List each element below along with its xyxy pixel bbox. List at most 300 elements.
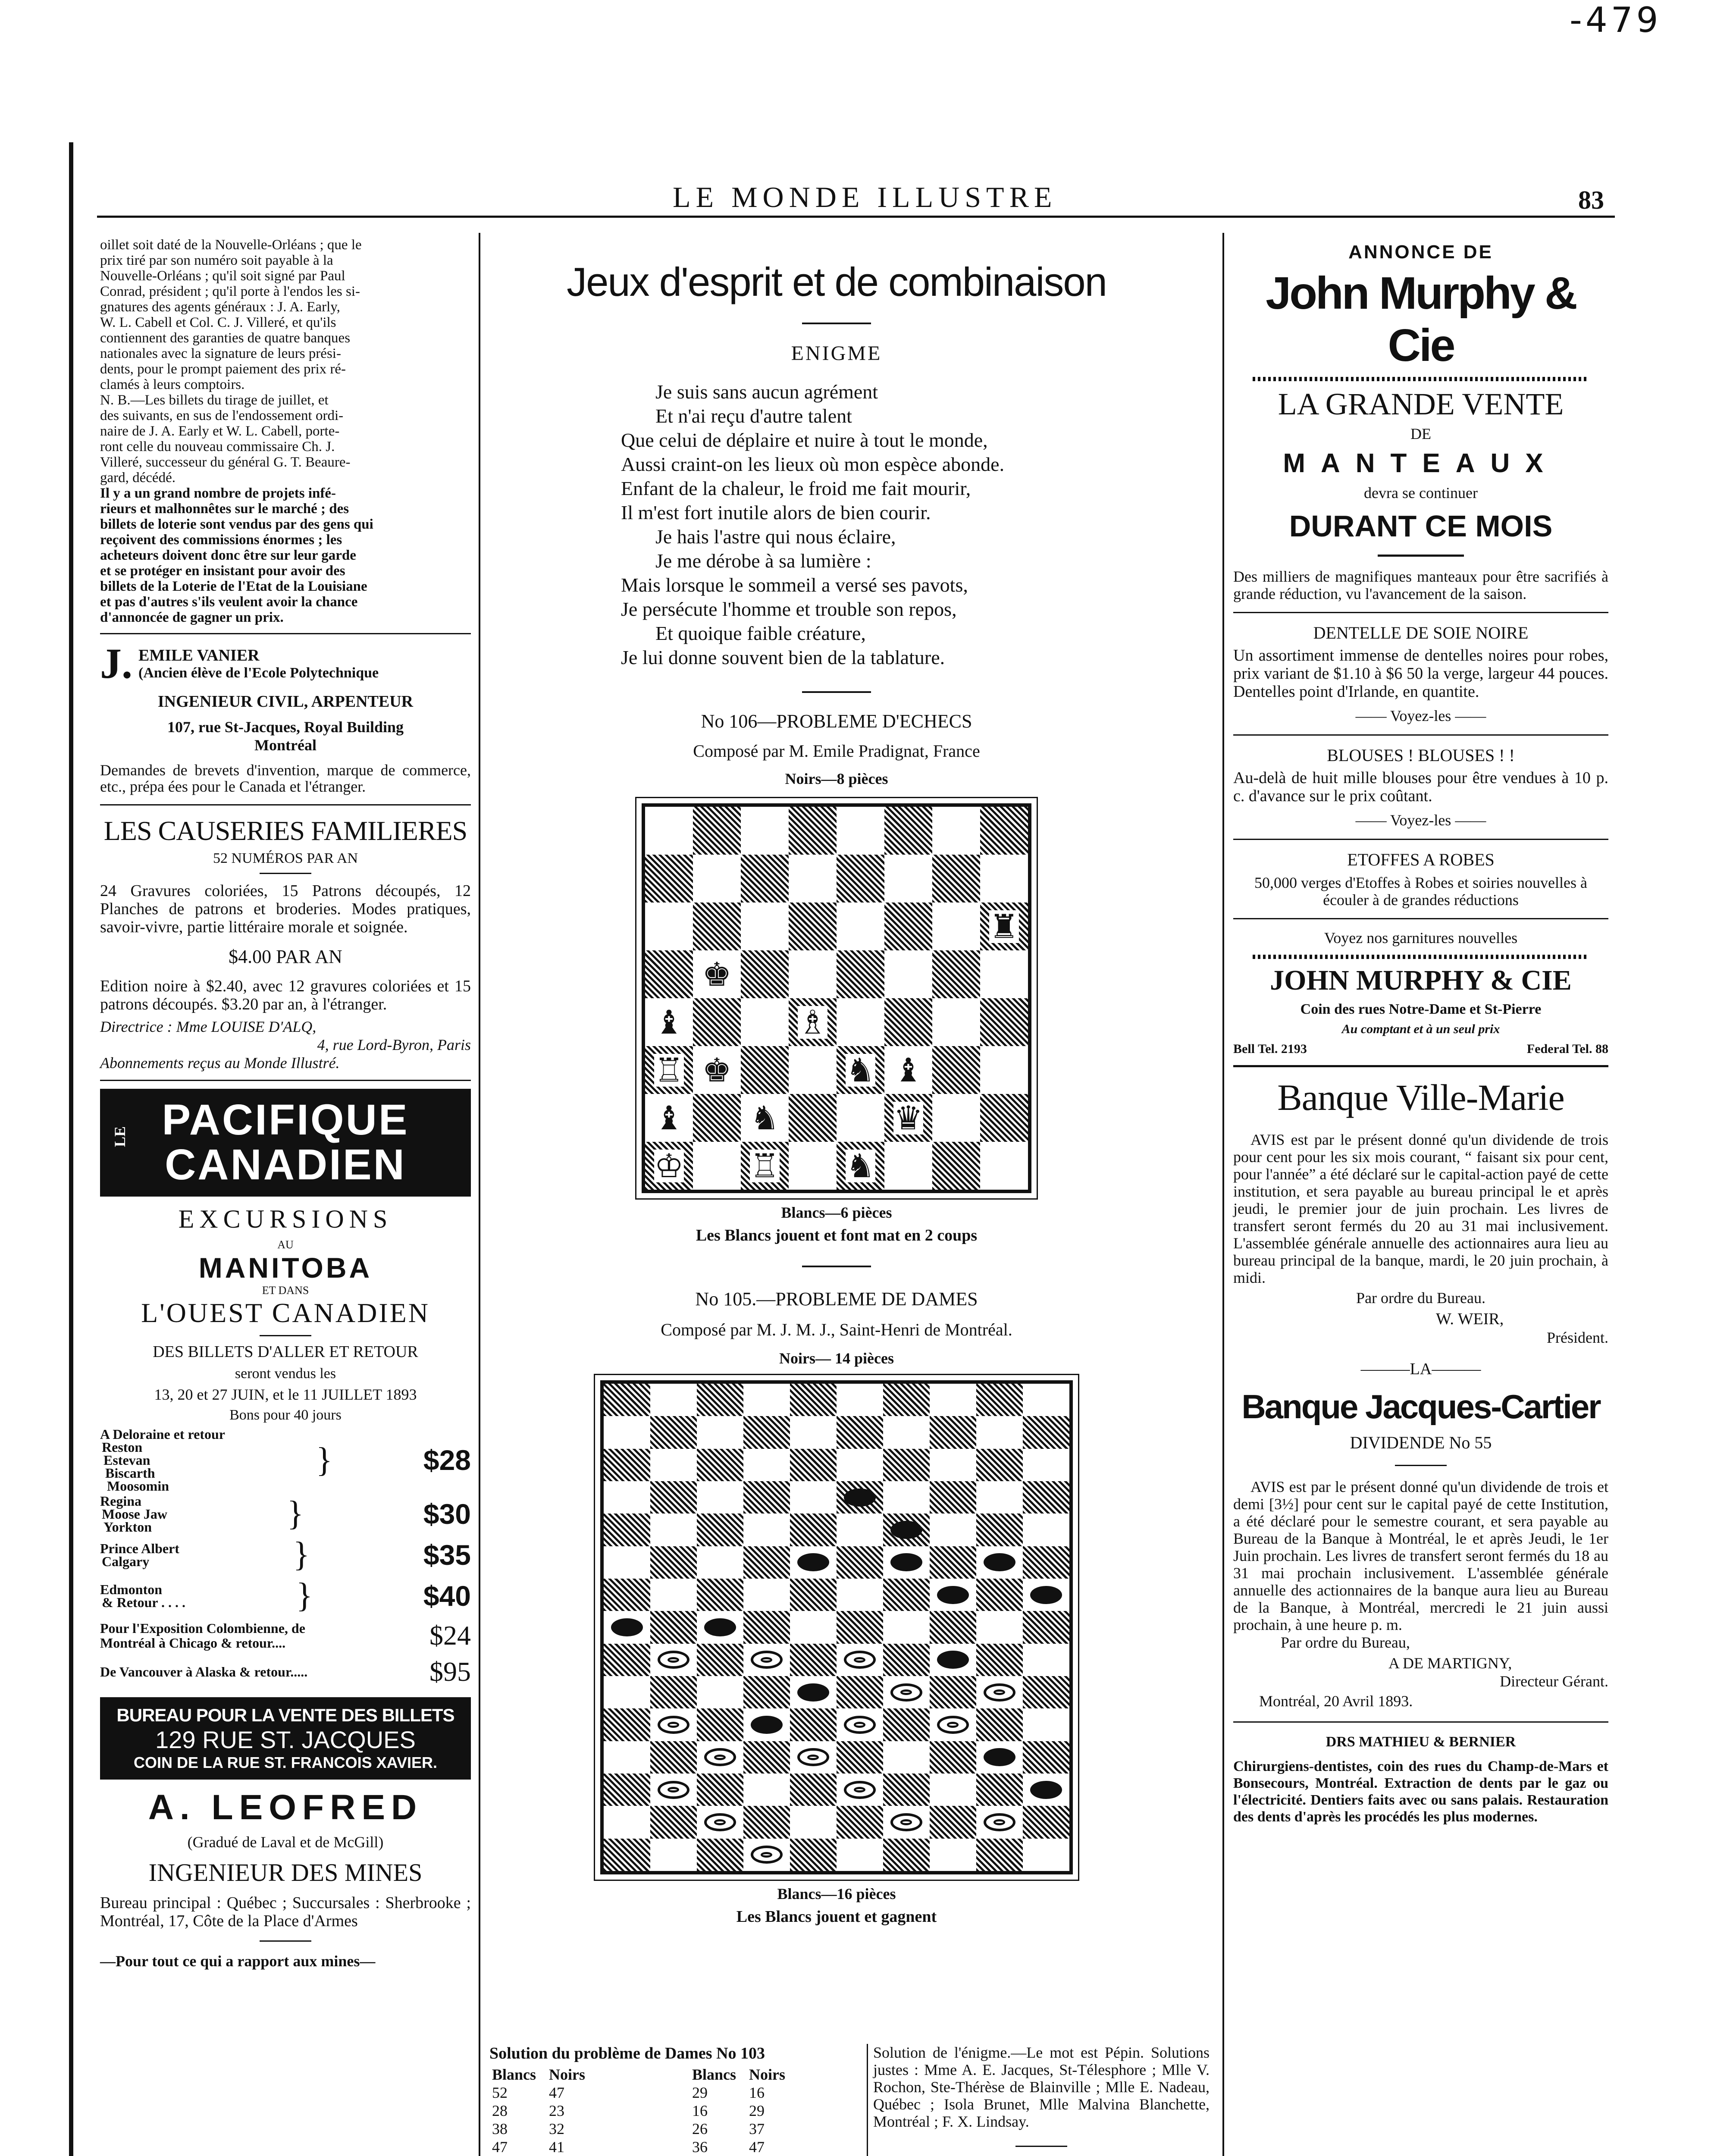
lottery-line: prix tiré par son numéro soit payable à la [100,253,333,268]
chess-square [884,1094,932,1142]
chess-square [741,1094,789,1142]
checkers-square [790,1449,837,1481]
chess-square [980,903,1028,950]
etoffes-title: ETOFFES A ROBES [1347,850,1495,869]
checkers-square [837,1416,883,1448]
divider [1378,555,1464,557]
checkers-square [1023,1481,1069,1514]
checkers-square [650,1449,697,1481]
divider [260,1335,311,1336]
chess-square [789,1046,837,1094]
checkers-square [883,1611,930,1643]
table-cell: 47 [549,2084,565,2101]
chess-square [932,1094,980,1142]
chess-piece-glyph: ♝ [654,1003,684,1041]
checkers-square [837,1708,883,1741]
chess-piece [837,1046,884,1094]
black-checker [611,1618,642,1636]
divider [1233,612,1608,613]
grande-vente: LA GRANDE VENTE [1278,387,1564,421]
chess-piece [693,1046,741,1094]
blouses-text: Au-delà de huit mille blouses pour être vendues à 10 p. c. d'avance sur le prix coûtant. [1233,769,1608,805]
causeries-text: 24 Gravures coloriées, 15 Patrons découpés, 12 Planches de patrons et broderies. Modes pratiques, savoir-vivre, partie littéraire morale et soignée. [100,882,471,936]
table-row [489,2102,796,2120]
chess-square [980,950,1028,998]
table-cell: 16 [749,2084,765,2101]
dames-solution-table [489,2065,796,2156]
voyez-2: —— Voyez-les —— [1355,812,1486,829]
bureau-box [100,1697,471,1780]
checkers-square [697,1579,743,1611]
pacifique-et-dans: ET DANS [262,1284,309,1297]
divider [100,804,471,805]
etoffes-text: 50,000 verges d'Etoffes à Robes et soiries nouvelles à écouler à de grandes réductions [1254,874,1587,909]
table-cell: 23 [549,2102,565,2119]
chess-square [741,950,789,998]
vanier-subtitle: (Ancien élève de l'Ecole Polytechnique [138,665,379,681]
chess-square [884,998,932,1046]
john-murphy-2: JOHN MURPHY & CIE [1270,965,1572,996]
pacifique-seront: seront vendus les [235,1366,336,1382]
chess-piece-glyph: ♞ [846,1146,875,1185]
checkers-square [1023,1676,1069,1708]
checkers-square [604,1676,650,1708]
chess-piece [980,903,1028,950]
pacifique-line1: PACIFIQUE [162,1096,409,1144]
checkers-square [650,1579,697,1611]
chess-square [884,807,932,855]
checkers-square [930,1416,976,1448]
chess-square [884,1046,932,1094]
fare-destination: & Retour . . . . [102,1594,186,1610]
ville-marie-sign: W. WEIR, [1436,1310,1504,1328]
fare-destination: Reston [102,1439,143,1455]
chess-piece-glyph: ♜ [989,907,1019,946]
poem-line: Et quoique faible créature, [655,622,866,644]
table-header: Noirs [749,2066,786,2083]
fare-destination: Yorkton [103,1519,152,1535]
checkers-square [697,1676,743,1708]
checkers-square [976,1416,1023,1448]
checkers-square [1023,1611,1069,1643]
checkers-square [790,1579,837,1611]
chess-square [693,950,741,998]
checkers-square [837,1644,883,1676]
checkers-square [837,1676,883,1708]
table-cell: 41 [549,2138,565,2156]
checkers-square [743,1481,790,1514]
checkers-square [976,1839,1023,1871]
divider [1233,1065,1608,1067]
causeries-edition: Edition noire à $2.40, avec 12 gravures coloriées et 15 patrons découpés. $3.20 par an, à l'étranger. [100,977,471,1013]
checkers-square [604,1579,650,1611]
fare-price: $30 [423,1498,471,1530]
checkers-square [837,1449,883,1481]
fare-destinations [100,1583,185,1609]
white-checker [844,1651,875,1669]
checkers-square [930,1579,976,1611]
checkers-square [697,1416,743,1448]
fare-destination: Pour l'Exposition Colombienne, de Montréal à Chicago & retour.... [100,1620,305,1651]
dames-solution-title: Solution du problème de Dames No 103 [489,2044,765,2062]
chess-square [837,903,884,950]
checkers-square [883,1481,930,1514]
checkers-square [743,1708,790,1741]
lottery-line: billets de loterie sont vendus par des gens qui [100,517,373,532]
chess-problem [487,710,1186,1245]
page-number: 83 [1578,186,1604,214]
checkers-problem [487,1288,1186,1926]
bell-phone: Bell Tel. 2193 [1233,1042,1307,1056]
enigme-title: ENIGME [791,342,882,365]
checkers-square [1023,1741,1069,1774]
checkers-square [743,1676,790,1708]
fare-price: $40 [423,1579,471,1612]
dames-author: Composé par M. J. M. J., Saint-Henri de Montréal. [661,1320,1012,1339]
leofred-title: INGENIEUR DES MINES [148,1858,423,1887]
checkers-square [790,1708,837,1741]
table-header: Blancs [692,2066,736,2083]
divider [802,691,871,693]
divider [100,1080,471,1081]
checkers-square [930,1806,976,1838]
mathieu-bernier-title: DRS MATHIEU & BERNIER [1326,1734,1516,1750]
chess-piece-glyph: ♝ [654,1098,684,1137]
divider [260,1940,311,1942]
divider [260,873,311,874]
chess-square [884,1142,932,1190]
annonce-de: ANNONCE DE [1348,241,1493,263]
chess-square [693,1094,741,1142]
checkers-square [650,1676,697,1708]
checkers-square [604,1546,650,1579]
table-row [489,2084,796,2102]
header-rule [97,216,1615,218]
checkers-square [650,1546,697,1579]
pacifique-dates: 13, 20 et 27 JUIN, et le 11 JUILLET 1893 [154,1386,417,1403]
pacifique-line2: CANADIEN [165,1141,406,1189]
checkers-square [790,1416,837,1448]
fare-destination: Prince Albert [100,1540,179,1556]
lottery-line: W. L. Cabell et Col. C. J. Villeré, et qu'ils [100,315,336,330]
checkers-square [883,1708,930,1741]
chess-square [884,855,932,903]
checkers-square [976,1741,1023,1774]
fare-brace: } [293,1536,310,1573]
black-checker [1030,1781,1062,1799]
white-checker [751,1846,782,1864]
black-checker [1030,1586,1062,1604]
black-checker [890,1553,922,1571]
chess-square [837,807,884,855]
lottery-line: gnatures des agents généraux : J. A. Early, [100,299,340,315]
lottery-line: gard, décédé. [100,470,175,486]
pacifique-ad [100,1089,471,1780]
chess-square [980,1046,1028,1094]
chess-piece [645,1046,693,1094]
milliers-text: Des milliers de magnifiques manteaux pour être sacrifiés à grande réduction, vu l'avancement de la saison. [1233,568,1608,602]
white-checker [658,1716,689,1734]
chess-square [741,855,789,903]
table-cell: 38 [492,2120,508,2137]
checkers-square [650,1611,697,1643]
lottery-line: Il y a un grand nombre de projets infé- [100,486,336,501]
checkers-square [604,1514,650,1546]
chess-author: Composé par M. Emile Pradignat, France [693,741,980,761]
white-checker [751,1651,782,1669]
checkers-square [976,1514,1023,1546]
fare-row [100,1535,471,1574]
black-checker [844,1489,875,1507]
causeries-price: $4.00 PAR AN [229,946,342,967]
chess-square [837,1142,884,1190]
chess-square [884,903,932,950]
checkers-square [837,1514,883,1546]
checkers-square [743,1384,790,1416]
chess-square [837,998,884,1046]
chess-square [789,950,837,998]
chess-square [980,855,1028,903]
checkers-square [1023,1514,1069,1546]
table-row [489,2120,796,2138]
pacifique-ouest: L'OUEST CANADIEN [141,1297,430,1328]
chess-square [980,998,1028,1046]
lottery-line: oillet soit daté de la Nouvelle-Orléans ; que le [100,237,362,253]
fare-brace: } [296,1576,313,1614]
chess-piece-glyph: ♛ [893,1098,923,1137]
checkers-square [1023,1839,1069,1871]
handwritten-page-mark: -479 [1570,0,1662,40]
poem-line: Je lui donne souvent bien de la tablature. [621,646,945,668]
checkers-square [976,1449,1023,1481]
lottery-line: et pas d'autres s'ils veulent avoir la chance [100,594,358,610]
checkers-square [883,1449,930,1481]
checkers-square [650,1708,697,1741]
murphy-phones [1233,1042,1608,1056]
chess-board [642,803,1031,1193]
chess-square [789,1142,837,1190]
dentelle-title: DENTELLE DE SOIE NOIRE [1313,623,1529,642]
fare-price: $95 [429,1656,471,1687]
table-cell: 28 [492,2102,508,2119]
chess-square [932,1142,980,1190]
checkers-square [604,1481,650,1514]
black-checker [984,1748,1015,1766]
vanier-title: INGENIEUR CIVIL, ARPENTEUR [157,693,414,711]
table-cell: 47 [749,2138,765,2156]
chess-piece-glyph: ♝ [893,1050,923,1089]
lottery-line: Conrad, président ; qu'il porte à l'endos les si- [100,284,360,299]
chess-square [789,855,837,903]
checkers-square [930,1611,976,1643]
chess-title: No 106—PROBLEME D'ECHECS [701,711,972,732]
chess-piece-glyph: ♖ [750,1146,780,1185]
chess-square [932,998,980,1046]
chess-square [645,903,693,950]
left-column [100,237,471,1970]
chess-square [693,807,741,855]
checkers-square [604,1644,650,1676]
fare-brace: } [287,1495,304,1532]
checkers-square [837,1579,883,1611]
leofred-name: A. LEOFRED [148,1788,423,1827]
checkers-square [650,1741,697,1774]
divider [1015,2146,1067,2147]
checkers-square [1023,1708,1069,1741]
checkers-square [930,1839,976,1871]
vanier-text: Demandes de brevets d'invention, marque de commerce, etc., prépa ées pour le Canada et l'étranger. [100,761,471,795]
checkers-square [697,1806,743,1838]
chess-piece-glyph: ♚ [702,1050,732,1089]
white-checker [797,1748,829,1766]
checkers-square [650,1806,697,1838]
checkers-square [930,1644,976,1676]
fare-destinations [100,1495,167,1533]
pacifique-le: LE [111,1126,129,1147]
bureau-line2: 129 RUE ST. JACQUES [155,1726,416,1753]
table-cell: 37 [749,2120,765,2137]
poem-line: Mais lorsque le sommeil a versé ses pavots, [621,574,968,596]
checkers-square [790,1546,837,1579]
vanier-address: 107, rue St-Jacques, Royal Building [167,718,404,736]
chess-square [645,950,693,998]
chess-square [693,855,741,903]
checkers-square [883,1644,930,1676]
chess-square [789,903,837,950]
la-label: ———LA——— [1360,1360,1481,1378]
leofred-ad [100,1787,471,1970]
table-header-row [489,2065,796,2084]
checkers-square [604,1611,650,1643]
checkers-square [976,1384,1023,1416]
chess-goal: Les Blancs jouent et font mat en 2 coups [696,1226,978,1244]
divider [802,1266,871,1267]
poem-line: Je persécute l'homme et trouble son repos, [621,598,957,620]
ville-marie-order: Par ordre du Bureau. [1356,1289,1485,1307]
jacques-cartier-title: Banque Jacques-Cartier [1241,1388,1600,1426]
table-header: Blancs [492,2066,536,2083]
fare-row [100,1428,471,1492]
chess-square [741,1142,789,1190]
leofred-grad: (Gradué de Laval et de McGill) [187,1833,384,1851]
federal-phone: Federal Tel. 88 [1526,1042,1608,1056]
dames-goal: Les Blancs jouent et gagnent [736,1908,937,1926]
checkers-square [604,1839,650,1871]
chess-square [932,807,980,855]
column-rule-1 [479,233,480,2156]
chess-square [980,1142,1028,1190]
divider [1233,839,1608,840]
durant-ce-mois: DURANT CE MOIS [1289,509,1553,543]
chess-piece [741,1094,789,1142]
chess-piece [645,998,693,1046]
checkers-square [1023,1579,1069,1611]
fare-destination: Moosomin [107,1478,169,1494]
fare-price: $28 [423,1444,471,1476]
table-cell: 29 [692,2084,708,2101]
causeries-address: 4, rue Lord-Byron, Paris [317,1036,471,1053]
white-checker [704,1813,736,1831]
enigme-poem [621,380,1186,670]
checkers-square [650,1774,697,1806]
enigme-echecs-solution [873,2044,1210,2156]
chess-square [693,998,741,1046]
table-cell: 47 [492,2138,508,2156]
divider [802,323,871,324]
chess-piece [693,950,741,998]
chess-piece [741,1142,789,1190]
divider [1233,1721,1608,1723]
divider [1395,1465,1447,1466]
checkers-square [790,1839,837,1871]
table-cell: 29 [749,2102,765,2119]
lottery-line: N. B.—Les billets du tirage de juillet, et [100,392,329,408]
table-cell: 32 [549,2120,565,2137]
poem-line: Enfant de la chaleur, le froid me fait mourir, [621,477,971,499]
white-checker [984,1813,1015,1831]
checkers-square [790,1644,837,1676]
checkers-square [697,1774,743,1806]
voyez-1: —— Voyez-les —— [1355,707,1486,724]
table-header: Noirs [549,2066,586,2083]
checkers-square [976,1546,1023,1579]
vanier-city: Montréal [254,736,317,754]
lottery-line: ront celle du nouveau commissaire Ch. J. [100,439,335,454]
checkers-square [790,1741,837,1774]
chess-square [837,855,884,903]
chess-square [980,807,1028,855]
chess-square [837,950,884,998]
chess-piece-glyph: ♔ [654,1146,684,1185]
checkers-square [604,1806,650,1838]
divider [100,633,471,634]
ville-marie-title: Banque Ville-Marie [1277,1077,1564,1118]
jacques-cartier-text: AVIS est par le présent donné qu'un dividende de trois et demi [3½] pour cent sur le capital payé de cette Institution, a été déclaré pour le semestre courant, et sera payable au Bureau de la Banque à Montréal, le et après Jeudi, le 1er Juin prochain. Les livres de transfert seront fermés du 18 au 31 mai prochain inclusivement. L'assemblée générale annuelle des actionnaires de la banque aura lieu au Bureau de la Banque, à Montréal, mercredi le 21 juin aussi prochain, à une heure p. m. [1233,1478,1608,1633]
chess-square [837,1046,884,1094]
table-row [489,2138,796,2156]
dames-black-count: Noirs— 14 pièces [779,1350,894,1367]
bureau-line1: BUREAU POUR LA VENTE DES BILLETS [116,1705,454,1725]
checkers-square [930,1546,976,1579]
checkers-square [883,1676,930,1708]
chess-square [741,998,789,1046]
poem-line: Aussi craint-on les lieux où mon espèce abonde. [621,453,1005,475]
mathieu-bernier-text: Chirurgiens-dentistes, coin des rues du Champ-de-Mars et Bonsecours, Montréal. Extraction de dents par le gaz ou l'électricité. Dentiers faits avec ou sans palais. Restauration des dents d'après les procédés les plus modernes. [1233,1758,1608,1825]
checkers-square [743,1774,790,1806]
chess-square [645,855,693,903]
pacifique-fares [100,1428,471,1688]
fare-destination: Estevan [103,1452,150,1468]
column-rule-2 [1222,233,1224,2156]
fare-destination: Edmonton [100,1581,163,1597]
fare-destination: Calgary [102,1553,150,1569]
checkers-square [883,1579,930,1611]
garnitures: Voyez nos garnitures nouvelles [1324,929,1518,946]
checkers-square [930,1741,976,1774]
checkers-square [837,1839,883,1871]
manteaux: MANTEAUX [1283,448,1559,478]
checkers-square [697,1611,743,1643]
wavy-divider [1253,377,1589,381]
black-checker [890,1521,922,1539]
checkers-square [743,1741,790,1774]
divider [1233,734,1608,736]
murphy-title: John Murphy & Cie [1266,268,1576,371]
fare-price: $35 [423,1539,471,1571]
blouses-title: BLOUSES ! BLOUSES ! ! [1327,746,1515,765]
checkers-square [743,1644,790,1676]
white-checker [890,1683,922,1702]
